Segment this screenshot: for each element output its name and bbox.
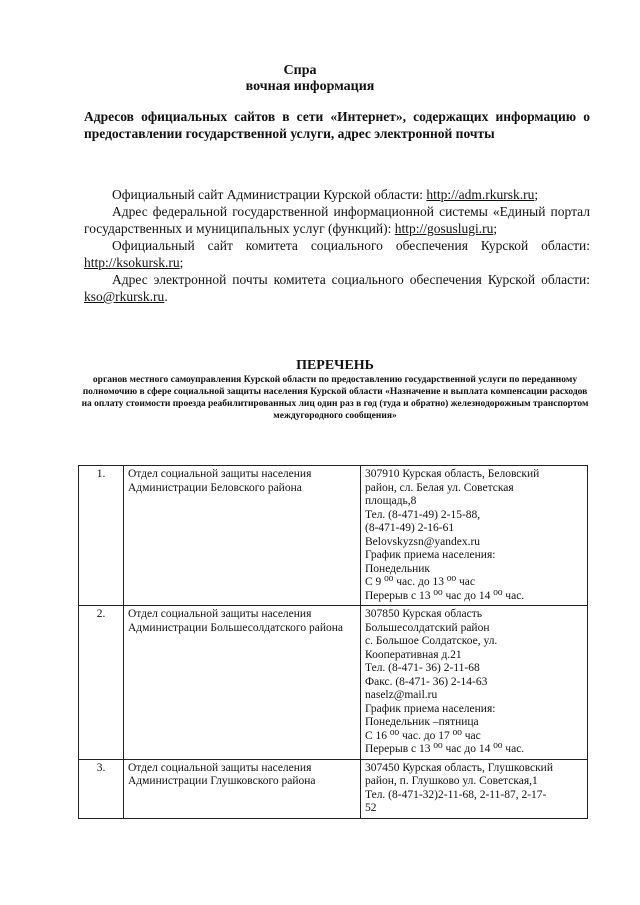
table-row: [79, 606, 588, 760]
row-number: 3.: [79, 759, 124, 818]
paragraph-text: Адрес федеральной государственной информационной системы «Единый портал государственных и муниципальных услуг (функций):: [84, 204, 590, 236]
committee-site-link[interactable]: http://ksokursk.ru: [84, 255, 180, 270]
email-link[interactable]: kso@rkursk.ru: [84, 289, 165, 304]
title-line-2: вочная информация: [245, 79, 375, 94]
contact-line: График приема населения:: [365, 702, 496, 715]
contact-line: Перерыв с 13 ⁰⁰ час до 14 ⁰⁰ час.: [365, 589, 525, 602]
list-subtitle: органов местного самоуправления Курской области по предоставлению государственной услуги по переданному полномочию в сфере социальной защиты населения Курской области «Назначение и выплата компенсации расходов на оплату стоимости проезда реабилитированных лиц один раз в год (туда и обратно) железнодорожным транспортом междугородного сообщения»: [81, 375, 589, 421]
contact-line: Перерыв с 13 ⁰⁰ час до 14 ⁰⁰ час.: [365, 743, 525, 755]
table-row: [79, 466, 588, 606]
paragraph-end: ;: [179, 255, 184, 270]
contact-line: Belovskyzsn@yandex.ru: [365, 535, 481, 548]
contact-line: С 9 ⁰⁰ час. до 13 ⁰⁰ час: [365, 576, 475, 588]
contact-line: naselz@mail.ru: [365, 689, 438, 701]
paragraph-end: ;: [534, 187, 539, 202]
paragraph-text: Адрес электронной почты комитета социального обеспечения Курской области:: [112, 272, 590, 287]
offices-table: [78, 465, 588, 819]
paragraph-end: .: [164, 289, 168, 304]
row-number: 2.: [79, 606, 124, 760]
paragraph-admin-site: [84, 186, 590, 203]
contact-line: 307850 Курская область: [365, 608, 482, 620]
contact-line: 307910 Курская область, Беловский: [365, 468, 540, 480]
gosuslugi-link[interactable]: http://gosuslugi.ru: [394, 221, 494, 236]
contact-line: Кооперативная д.21: [365, 648, 462, 661]
admin-site-link[interactable]: http://adm.rkursk.ru: [426, 187, 535, 202]
paragraph-committee-site: [84, 237, 590, 271]
paragraph-text: Официальный сайт комитета социального обеспечения Курской области:: [112, 238, 590, 253]
contact-line: Понедельник: [365, 562, 430, 575]
contact-line: Тел. (8-471- 36) 2-11-68: [365, 662, 480, 674]
paragraph-gosuslugi: [84, 203, 590, 237]
paragraph-email: [84, 271, 590, 305]
office-contacts: [361, 606, 588, 760]
office-name: Отдел социальной защиты населения Администрации Глушковского района: [124, 759, 361, 818]
office-contacts: [361, 759, 588, 818]
contact-line: район, п. Глушково ул. Советская,1: [365, 775, 538, 787]
contact-line: 52: [365, 802, 377, 814]
contact-line: График приема населения:: [365, 549, 496, 561]
table-row: [79, 759, 588, 818]
list-title: ПЕРЕЧЕНЬ: [296, 358, 374, 373]
title-line-1: Спра: [283, 63, 317, 78]
contact-line: (8-471-49) 2-16-61: [365, 522, 455, 534]
contact-line: Факс. (8-471- 36) 2-14-63: [365, 675, 488, 688]
row-number: 1.: [79, 466, 124, 606]
subheading: Адресов официальных сайтов в сети «Интернет», содержащих информацию о предоставлении государственной услуги, адрес электронной почты: [84, 109, 590, 141]
paragraph-end: ;: [493, 221, 498, 236]
paragraph-text: Официальный сайт Администрации Курской области:: [112, 187, 427, 202]
contact-line: площадь,8: [365, 495, 417, 507]
office-contacts: [361, 466, 588, 606]
contact-line: с. Большое Солдатское, ул.: [365, 635, 498, 647]
contact-line: 307450 Курская область, Глушковский: [365, 761, 553, 774]
contact-line: С 16 ⁰⁰ час. до 17 ⁰⁰ час: [365, 729, 481, 742]
contact-line: Тел. (8-471-32)2-11-68, 2-11-87, 2-17-: [365, 788, 547, 801]
contact-line: Тел. (8-471-49) 2-15-88,: [365, 508, 481, 521]
office-name: Отдел социальной защиты населения Администрации Большесолдатского района: [124, 606, 361, 760]
contact-line: район, сл. Белая ул. Советская: [365, 481, 514, 494]
contact-line: Большесолдатский район: [365, 621, 490, 634]
contact-line: Понедельник –пятница: [365, 716, 479, 728]
office-name: Отдел социальной защиты населения Администрации Беловского района: [124, 466, 361, 606]
